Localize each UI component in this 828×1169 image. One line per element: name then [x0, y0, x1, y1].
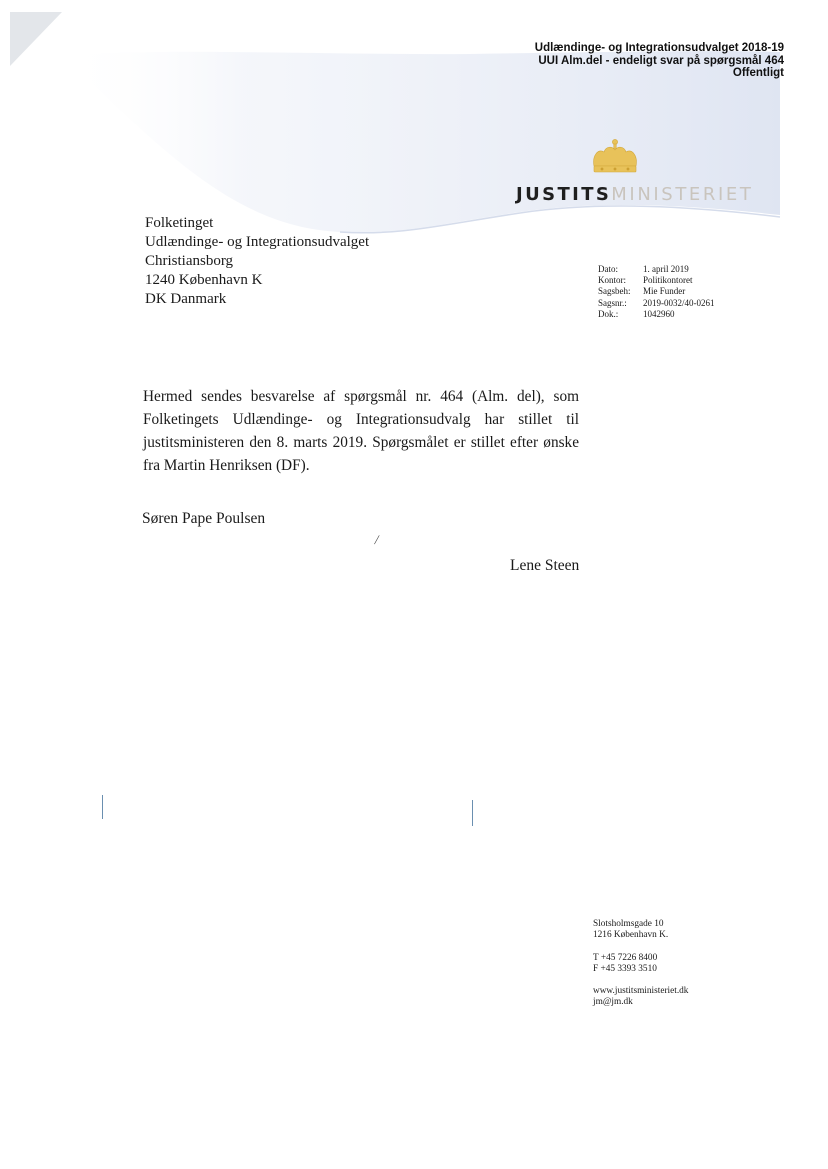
- archive-stamp: [535, 42, 784, 80]
- meta-row-case-number: [598, 298, 715, 309]
- scan-mark: [102, 795, 103, 819]
- footer-fax: F +45 3393 3510: [593, 963, 657, 974]
- signature-official: Lene Steen: [510, 557, 580, 574]
- meta-row-office: [598, 275, 715, 286]
- crown-icon: [590, 138, 640, 178]
- signature-minister: Søren Pape Poulsen: [142, 510, 266, 527]
- footer-phone: T +45 7226 8400: [593, 952, 658, 963]
- recipient-address: [145, 214, 369, 309]
- ministry-logo: [516, 184, 754, 205]
- footer-contact: [593, 919, 688, 1009]
- footer-website: www.justitsministeriet.dk: [593, 986, 689, 997]
- meta-row-date: [598, 264, 715, 275]
- signature-separator: /: [373, 532, 381, 547]
- recipient-line: Christiansborg: [145, 253, 234, 269]
- stamp-line-2: UUI Alm.del - endeligt svar på spørgsmål 464: [538, 54, 784, 67]
- meta-key: Sagsbeh:: [598, 286, 631, 297]
- recipient-line: 1240 København K: [145, 272, 263, 288]
- meta-value: Mie Funder: [643, 286, 686, 297]
- meta-key: Dato:: [598, 264, 618, 274]
- meta-value: 1042960: [643, 308, 675, 319]
- meta-value: 2019-0032/40-0261: [643, 297, 715, 308]
- meta-value: 1. april 2019: [643, 264, 689, 274]
- meta-row-handler: [598, 286, 715, 297]
- footer-city: 1216 København K.: [593, 930, 669, 941]
- stamp-line-1: Udlændinge- og Integrationsudvalget 2018-19: [534, 42, 784, 54]
- footer-street: Slotsholmsgade 10: [593, 919, 664, 929]
- logo-part-1: JUSTITS: [516, 184, 612, 205]
- meta-key: Dok.:: [598, 308, 619, 319]
- document-metadata: [598, 264, 715, 320]
- meta-key: Kontor:: [598, 275, 626, 286]
- scan-corner-fold: [10, 12, 65, 68]
- recipient-line: Folketinget: [145, 215, 214, 231]
- recipient-line: Udlændinge- og Integrationsudvalget: [145, 234, 370, 250]
- meta-key: Sagsnr.:: [598, 297, 627, 308]
- recipient-line: DK Danmark: [145, 291, 227, 307]
- stamp-line-3: Offentligt: [732, 67, 784, 79]
- footer-email: jm@jm.dk: [593, 997, 633, 1008]
- logo-part-2: MINISTERIET: [611, 184, 754, 205]
- scan-mark: [472, 800, 473, 826]
- letter-body: Hermed sendes besvarelse af spørgsmål nr. 464 (Alm. del), som Folketingets Udlændinge- og Integrationsudvalg har stillet til justitsministeren den 8. marts 2019. Spørgsmålet er stillet efter ønske fra Martin Henriksen (DF).: [143, 388, 579, 474]
- letterhead-wave-background: [0, 0, 828, 260]
- meta-row-document: [598, 309, 715, 320]
- meta-value: Politikontoret: [643, 275, 693, 286]
